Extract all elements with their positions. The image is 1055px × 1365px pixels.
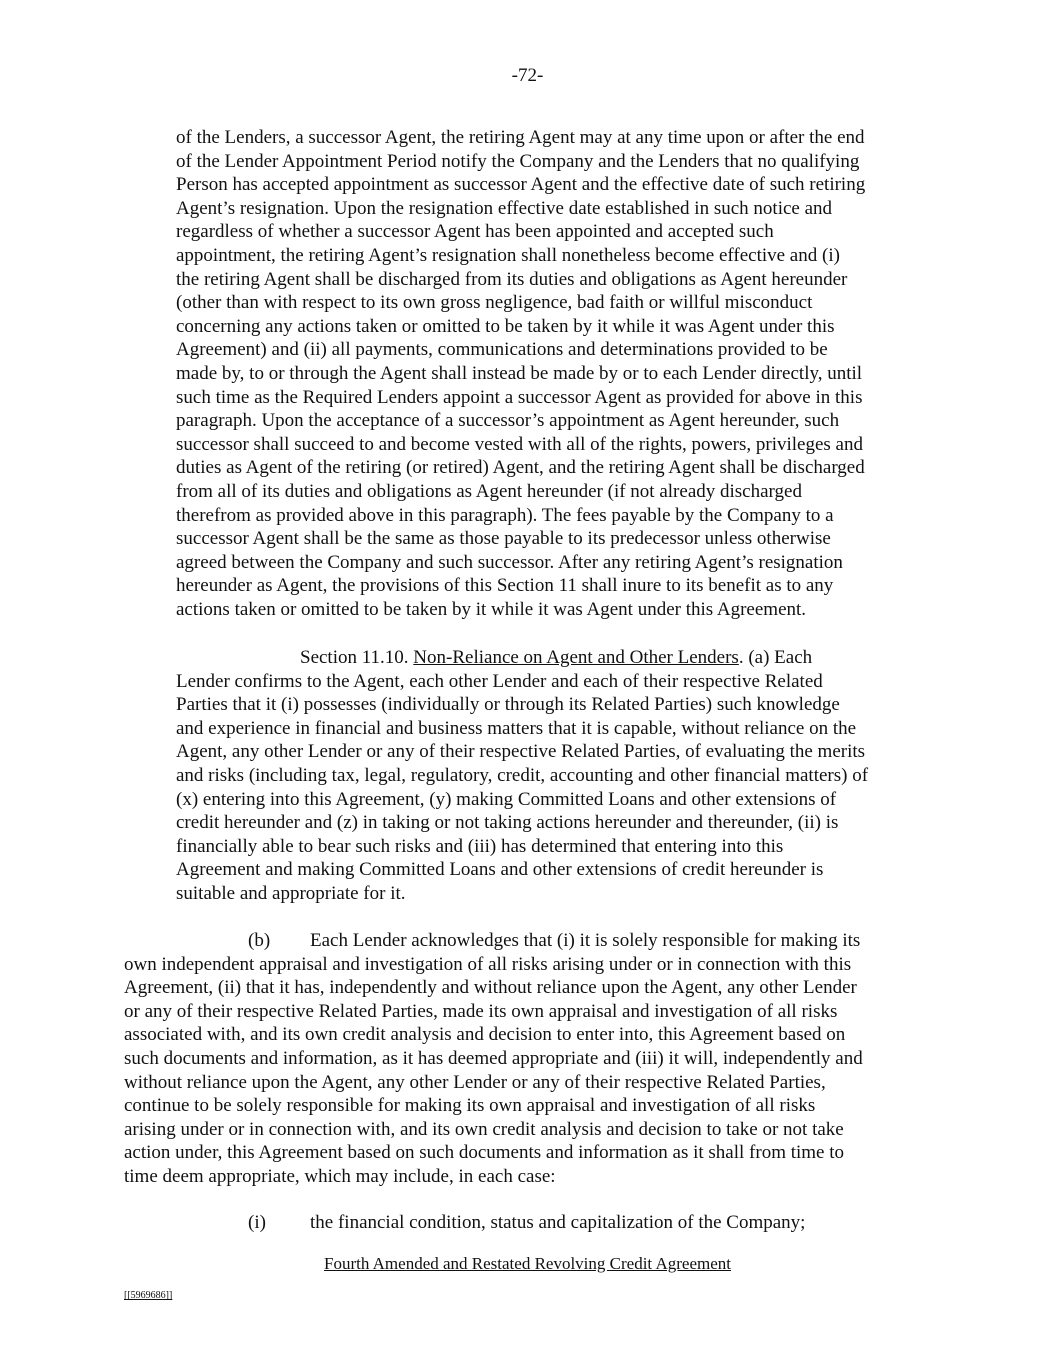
text-line: such documents and information, as it has deemed appropriate and (iii) it will, independently and [124,1047,863,1069]
text-line: Parties that it (i) possesses (individually or through its Related Parties) such knowledge [176,694,840,716]
text-line: suitable and appropriate for it. [176,882,406,904]
text-line: Agent’s resignation. Upon the resignation effective date established in such notice and [176,197,833,219]
text-line: financially able to bear such risks and (iii) has determined that entering into this [176,835,784,857]
text-line: actions taken or omitted to be taken by it while it was Agent under this Agreement. [176,598,807,620]
paragraph-b-first-text: Each Lender acknowledges that (i) it is solely responsible for making its [310,930,861,951]
footer-title: Fourth Amended and Restated Revolving Credit Agreement [324,1254,731,1273]
text-line: credit hereunder and (z) in taking or not taking actions hereunder and thereunder, (ii) is [176,812,839,834]
section-heading: Non-Reliance on Agent and Other Lenders [413,647,739,668]
list-item-label: (i) [248,1212,266,1233]
text-line: from all of its duties and obligations as Agent hereunder (if not already discharged [176,480,802,502]
text-line: concerning any actions taken or omitted to be taken by it while it was Agent under this [176,315,835,337]
paragraph-b-first-line [124,929,934,953]
text-line: continue to be solely responsible for making its own appraisal and investigation of all risks [124,1095,816,1117]
paragraph-b [124,929,934,1189]
text-line: successor shall succeed to and become vested with all of the rights, powers, privileges and [176,433,863,455]
text-line: hereunder as Agent, the provisions of this Section 11 shall inure to its benefit as to any [176,575,834,597]
text-line: made by, to or through the Agent shall instead be made by or to each Lender directly, until [176,362,863,384]
text-line: associated with, and its own credit analysis and decision to enter into, this Agreement based on [124,1024,846,1046]
paragraph-retiring-agent [176,126,956,621]
text-line: such time as the Required Lenders appoint a successor Agent as provided for above in this [176,386,863,408]
text-line: without reliance upon the Agent, any other Lender or any of their respective Related Parties, [124,1071,826,1093]
text-line: Agent, any other Lender or any of their respective Related Parties, of evaluating the merits [176,741,866,763]
text-line: agreed between the Company and such successor. After any retiring Agent’s resignation [176,551,843,573]
text-line: or any of their respective Related Parties, made its own appraisal and investigation of all risks [124,1000,838,1022]
list-item-i [124,1211,934,1235]
text-line: and risks (including tax, legal, regulatory, credit, accounting and other financial matters) of [176,764,869,786]
text-line: duties as Agent of the retiring (or retired) Agent, and the retiring Agent shall be discharged [176,457,865,479]
text-line: action under, this Agreement based on such documents and information as it shall from time to [124,1142,845,1164]
text-line: arising under or in connection with, and its own credit analysis and decision to take or not take [124,1118,844,1140]
text-line: of the Lender Appointment Period notify the Company and the Lenders that no qualifying [176,150,860,172]
page-number: -72- [511,65,544,86]
text-line: paragraph. Upon the acceptance of a successor’s appointment as Agent hereunder, such [176,410,840,432]
text-line: Agreement, (ii) that it has, independently and without reliance upon the Agent, any other Lender [124,977,857,999]
paragraph-b-label: (b) [248,930,271,951]
text-line: Person has accepted appointment as successor Agent and the effective date of such retiring [176,174,866,196]
text-line: therefrom as provided above in this paragraph). The fees payable by the Company to a [176,504,834,526]
text-line: (other than with respect to its own gross negligence, bad faith or willful misconduct [176,292,813,314]
section-first-line-rest: . (a) Each [738,647,813,668]
text-line: Agreement) and (ii) all payments, communications and determinations provided to be [176,339,828,361]
text-line: successor Agent shall be the same as those payable to its predecessor unless otherwise [176,528,831,550]
text-line: of the Lenders, a successor Agent, the retiring Agent may at any time upon or after the end [176,127,865,148]
text-line: appointment, the retiring Agent’s resignation shall nonetheless become effective and (i) [176,244,840,266]
text-line: own independent appraisal and investigation of all risks arising under or in connection with this [124,953,852,975]
footer-document-id: [[5969686]] [124,1290,173,1301]
list-item-text: the financial condition, status and capitalization of the Company; [310,1212,806,1233]
text-line: the retiring Agent shall be discharged from its duties and obligations as Agent hereunder [176,268,848,290]
text-line: Lender confirms to the Agent, each other Lender and each of their respective Related [176,670,823,692]
text-line: time deem appropriate, which may include, in each case: [124,1165,556,1187]
text-line: Agreement and making Committed Loans and other extensions of credit hereunder is [176,859,824,881]
text-line: and experience in financial and business matters that it is capable, without reliance on the [176,717,857,739]
text-line: (x) entering into this Agreement, (y) making Committed Loans and other extensions of [176,788,837,810]
text-line: regardless of whether a successor Agent has been appointed and accepted such [176,221,774,243]
section-number: Section 11.10. [300,647,409,668]
section-11-10 [176,646,956,906]
section-heading-line [176,646,956,670]
